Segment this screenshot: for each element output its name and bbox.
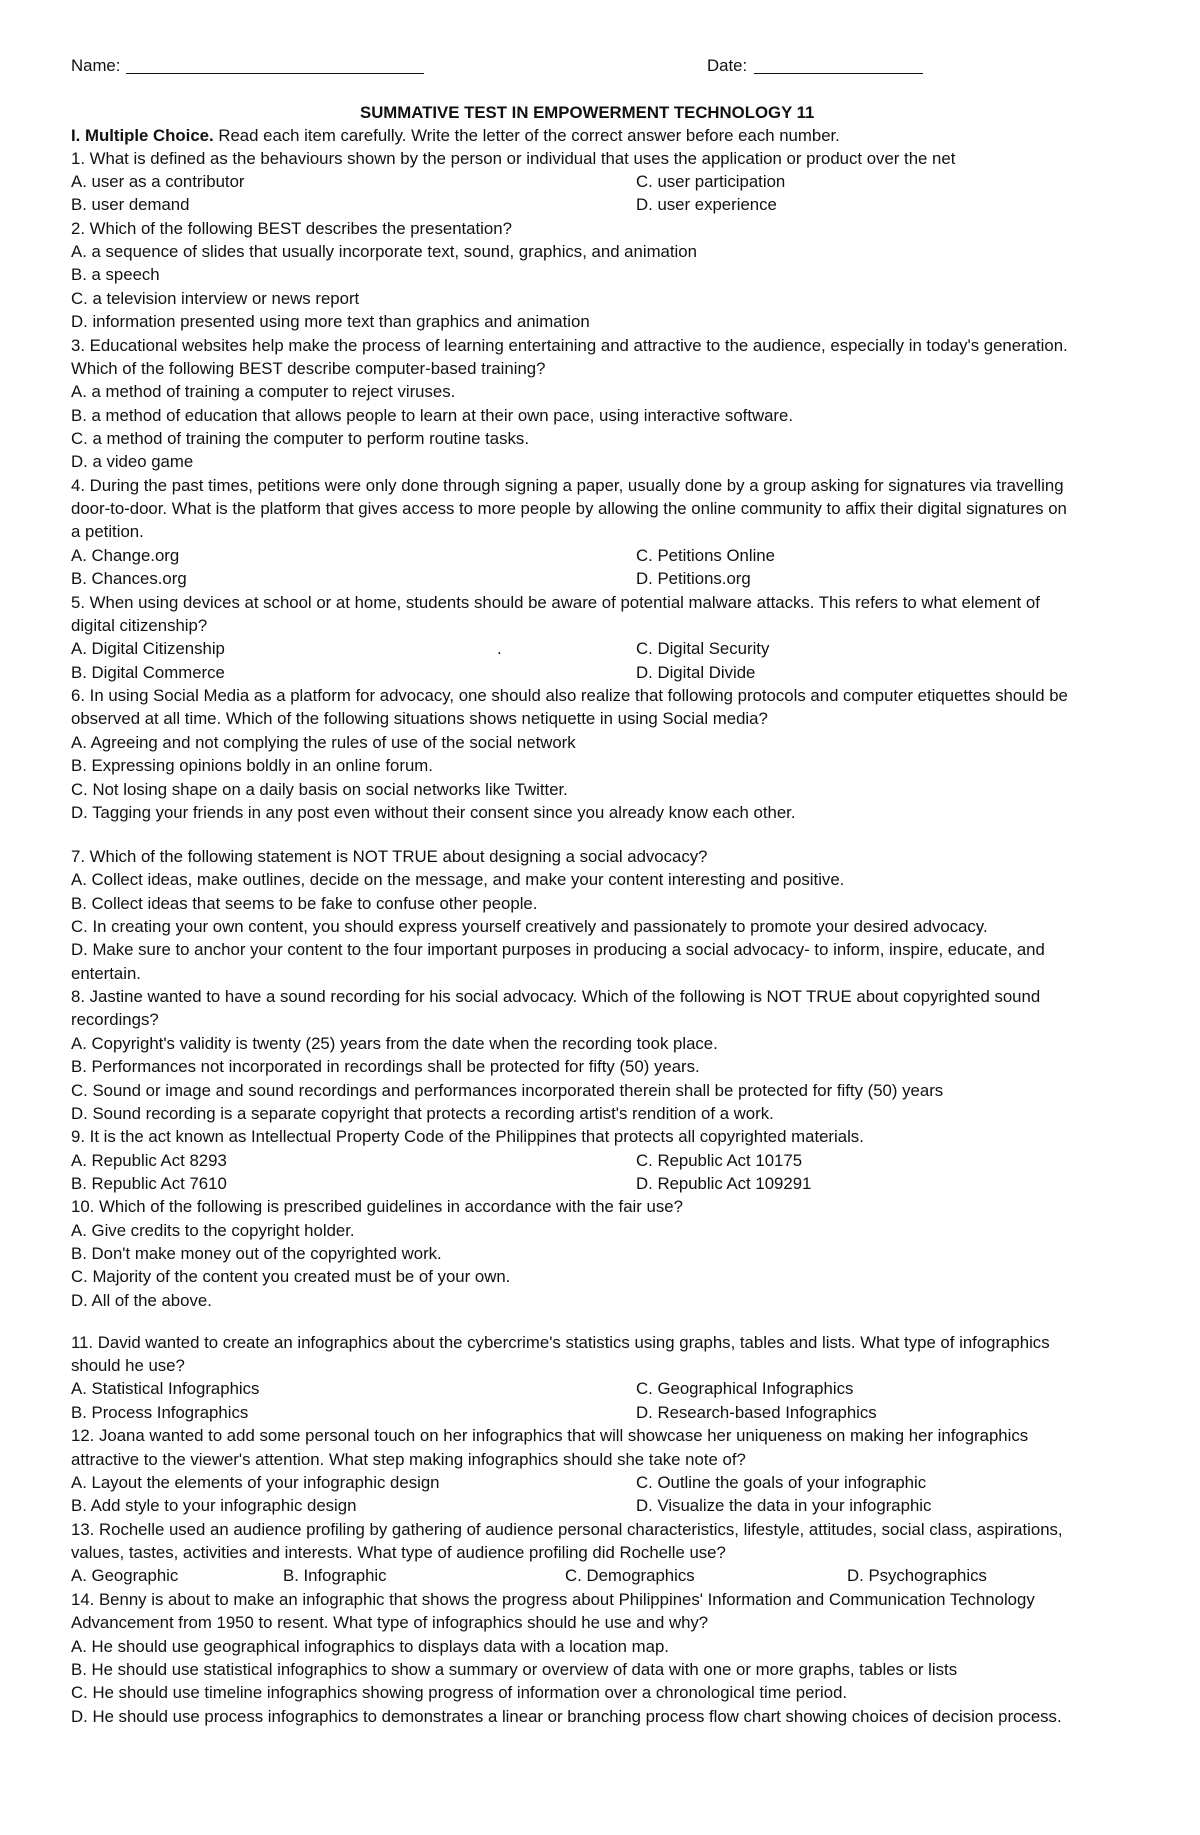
option: B. Performances not incorporated in recordings shall be protected for fifty (50) years. xyxy=(71,1057,700,1076)
option: C. Petitions Online xyxy=(636,546,775,565)
option: A. Collect ideas, make outlines, decide on the message, and make your content interesting and positive. xyxy=(71,870,845,889)
option: C. Geographical Infographics xyxy=(636,1379,854,1398)
option: D. information presented using more text than graphics and animation xyxy=(71,312,590,331)
option: D. Visualize the data in your infographic xyxy=(636,1496,932,1515)
option: B. Collect ideas that seems to be fake to confuse other people. xyxy=(71,894,538,913)
option: A. Statistical Infographics xyxy=(71,1379,260,1398)
question-stem: 9. It is the act known as Intellectual Property Code of the Philippines that protects all copyrighted materials. xyxy=(71,1127,864,1146)
question-stem: recordings? xyxy=(71,1010,159,1029)
instructions xyxy=(71,124,840,147)
option: C. Not losing shape on a daily basis on social networks like Twitter. xyxy=(71,780,568,799)
name-label: Name: xyxy=(71,56,121,75)
question-stem: attractive to the viewer's attention. What step making infographics should she take note of? xyxy=(71,1450,746,1469)
option: D. Research-based Infographics xyxy=(636,1403,877,1422)
option: A. Republic Act 8293 xyxy=(71,1151,227,1170)
option: D. Tagging your friends in any post even without their consent since you already know each other. xyxy=(71,803,796,822)
question-stem: 12. Joana wanted to add some personal touch on her infographics that will showcase her uniqueness on making her infographics xyxy=(71,1426,1029,1445)
option: D. a video game xyxy=(71,452,194,471)
date-blank-line xyxy=(754,73,923,74)
question-stem: a petition. xyxy=(71,522,144,541)
question-stem: Which of the following BEST describe computer-based training? xyxy=(71,359,546,378)
option: B. Republic Act 7610 xyxy=(71,1174,227,1193)
question-stem: digital citizenship? xyxy=(71,616,208,635)
option: B. Chances.org xyxy=(71,569,187,588)
option: B. Don't make money out of the copyrighted work. xyxy=(71,1244,442,1263)
option: C. In creating your own content, you should express yourself creatively and passionately to promote your desired advocacy. xyxy=(71,917,988,936)
question-stem: 14. Benny is about to make an infographic that shows the progress about Philippines' Information and Communication Technology xyxy=(71,1590,1035,1609)
question-stem: 4. During the past times, petitions were only done through signing a paper, usually done by a group asking for signatures via travelling xyxy=(71,476,1064,495)
option: B. Process Infographics xyxy=(71,1403,249,1422)
question-stem: 3. Educational websites help make the process of learning entertaining and attractive to the audience, especially in today's generation. xyxy=(71,336,1068,355)
question-stem: 8. Jastine wanted to have a sound recording for his social advocacy. Which of the following is NOT TRUE about copyrighted sound xyxy=(71,987,1041,1006)
option: D. user experience xyxy=(636,195,777,214)
option: A. Agreeing and not complying the rules of use of the social network xyxy=(71,733,576,752)
option: C. Majority of the content you created must be of your own. xyxy=(71,1267,511,1286)
option: entertain. xyxy=(71,964,141,983)
instructions-text: Read each item carefully. Write the letter of the correct answer before each number. xyxy=(218,126,840,145)
option: A. Change.org xyxy=(71,546,180,565)
question-stem: 2. Which of the following BEST describes the presentation? xyxy=(71,219,512,238)
option: C. Digital Security xyxy=(636,639,770,658)
question-stem: 10. Which of the following is prescribed guidelines in accordance with the fair use? xyxy=(71,1197,683,1216)
option: A. Geographic xyxy=(71,1566,179,1585)
option: B. Digital Commerce xyxy=(71,663,225,682)
option: D. Republic Act 109291 xyxy=(636,1174,812,1193)
instructions-part: I. Multiple Choice. xyxy=(71,126,214,145)
option: B. a method of education that allows people to learn at their own pace, using interactive software. xyxy=(71,406,794,425)
option: A. Layout the elements of your infographic design xyxy=(71,1473,440,1492)
option: D. Petitions.org xyxy=(636,569,751,588)
option: C. Sound or image and sound recordings and performances incorporated therein shall be protected for fifty (50) years xyxy=(71,1081,944,1100)
question-stem: observed at all time. Which of the following situations shows netiquette in using Social media? xyxy=(71,709,768,728)
question-stem: 6. In using Social Media as a platform for advocacy, one should also realize that following protocols and computer etiquettes should be xyxy=(71,686,1068,705)
date-label: Date: xyxy=(707,56,748,75)
option: D. He should use process infographics to demonstrates a linear or branching process flow chart showing choices of decision process. xyxy=(71,1707,1062,1726)
option: D. Psychographics xyxy=(847,1566,987,1585)
option: C. user participation xyxy=(636,172,786,191)
option: C. Demographics xyxy=(565,1566,695,1585)
question-stem: 1. What is defined as the behaviours shown by the person or individual that uses the application or product over the net xyxy=(71,149,956,168)
option: D. Sound recording is a separate copyright that protects a recording artist's rendition of a work. xyxy=(71,1104,774,1123)
question-stem: values, tastes, activities and interests. What type of audience profiling did Rochelle use? xyxy=(71,1543,726,1562)
question-stem: should he use? xyxy=(71,1356,185,1375)
question-stem: door-to-door. What is the platform that gives access to more people by allowing the online community to affix their digital signatures on xyxy=(71,499,1067,518)
question-stem: 5. When using devices at school or at home, students should be aware of potential malware attacks. This refers to what element of xyxy=(71,593,1040,612)
option: A. Copyright's validity is twenty (25) years from the date when the recording took place. xyxy=(71,1034,718,1053)
name-blank-line xyxy=(126,73,424,74)
question-stem: 13. Rochelle used an audience profiling by gathering of audience personal characteristics, lifestyle, attitudes, social class, aspirations, xyxy=(71,1520,1063,1539)
option: B. He should use statistical infographics to show a summary or overview of data with one or more graphs, tables or lists xyxy=(71,1660,958,1679)
option: A. user as a contributor xyxy=(71,172,245,191)
option: C. a television interview or news report xyxy=(71,289,360,308)
option: B. a speech xyxy=(71,265,160,284)
option: A. He should use geographical infographics to displays data with a location map. xyxy=(71,1637,669,1656)
option: B. Infographic xyxy=(283,1566,387,1585)
question-stem: Advancement from 1950 to resent. What type of infographics should he use and why? xyxy=(71,1613,709,1632)
option: A. a sequence of slides that usually incorporate text, sound, graphics, and animation xyxy=(71,242,697,261)
option: D. Digital Divide xyxy=(636,663,756,682)
option: B. user demand xyxy=(71,195,190,214)
option: D. Make sure to anchor your content to the four important purposes in producing a social advocacy- to inform, inspire, educate, and xyxy=(71,940,1045,959)
option: A. Digital Citizenship xyxy=(71,639,225,658)
option: B. Add style to your infographic design xyxy=(71,1496,357,1515)
stray-mark: . xyxy=(497,639,502,658)
option: C. Outline the goals of your infographic xyxy=(636,1473,927,1492)
option: A. Give credits to the copyright holder. xyxy=(71,1221,355,1240)
option: D. All of the above. xyxy=(71,1291,212,1310)
option: B. Expressing opinions boldly in an online forum. xyxy=(71,756,433,775)
page-title: SUMMATIVE TEST IN EMPOWERMENT TECHNOLOGY 11 xyxy=(360,103,815,122)
option: C. He should use timeline infographics showing progress of information over a chronological time period. xyxy=(71,1683,848,1702)
option: C. Republic Act 10175 xyxy=(636,1151,803,1170)
option: A. a method of training a computer to reject viruses. xyxy=(71,382,456,401)
question-stem: 7. Which of the following statement is NOT TRUE about designing a social advocacy? xyxy=(71,847,708,866)
question-stem: 11. David wanted to create an infographics about the cybercrime's statistics using graphs, tables and lists. What type of infographics xyxy=(71,1333,1050,1352)
option: C. a method of training the computer to perform routine tasks. xyxy=(71,429,529,448)
